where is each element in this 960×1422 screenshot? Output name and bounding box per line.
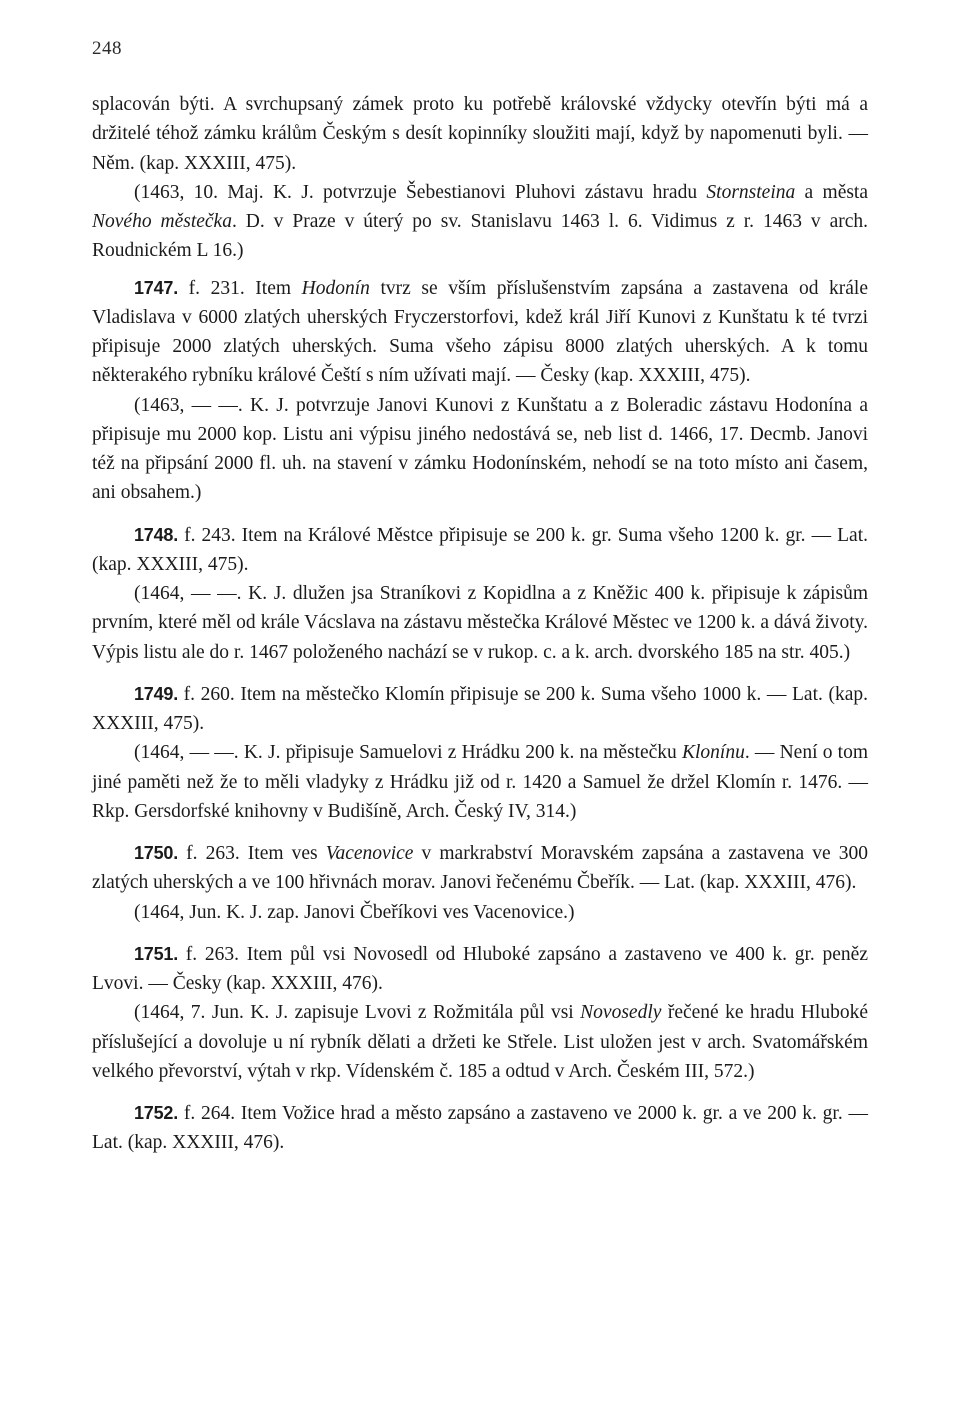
entry-1749-text: f. 260. Item na městečko Klomín připisuje se 200 k. Suma všeho 1000 k. — Lat. (kap. XXXIII, 475).	[92, 683, 868, 734]
note-text-c: . D. v Praze v úterý po sv. Stanislavu 1463 l. 6. Vidimus z r. 1463 v arch. Roudnickém L 16.)	[92, 211, 868, 262]
entry-1748	[92, 521, 868, 580]
entry-1751-paren-a: (1464, 7. Jun. K. J. zapisuje Lvovi z Rožmitála půl vsi	[134, 1002, 581, 1024]
entry-number-1750: 1750.	[134, 843, 179, 863]
opening-fragment: splacován býti.	[92, 94, 215, 115]
entry-number-1747: 1747.	[134, 277, 179, 298]
paragraph-opening	[92, 90, 868, 178]
entry-1750	[92, 839, 868, 898]
entry-1747	[92, 274, 868, 391]
entry-1752-text: f. 264. Item Vožice hrad a město zapsáno a zastaveno ve 2000 k. gr. a ve 200 k. gr. — Lat. (kap. XXXIII, 476).	[92, 1103, 868, 1154]
entry-1749	[92, 680, 868, 739]
entry-number-1748: 1748.	[134, 524, 179, 545]
spacer	[92, 826, 868, 835]
note-italic-stornsteina: Stornsteina	[706, 181, 796, 203]
spacer	[92, 1086, 868, 1095]
entry-number-1752: 1752.	[134, 1103, 179, 1123]
entry-1751-text: f. 263. Item půl vsi Novosedl od Hluboké zapsáno a zastaveno ve 400 k. gr. peněz Lvovi. — Česky (kap. XXXIII, 476).	[92, 943, 868, 994]
entry-1748-paren: (1464, — —. K. J. dlužen jsa Straníkovi z Kopidlna a z Kněžic 400 k. připisuje k zápisům prvním, které měl od krále Vácslava na zástavu městečka Králové Městec ve 1200 k. a dává životy. Výpis listu ale do r. 1467 položeného nachází se v rukop. c. a k. arch. dvorského 185 na str. 405.)	[92, 583, 868, 663]
entry-number-1749: 1749.	[134, 683, 179, 704]
page-body	[92, 90, 868, 1158]
entry-1750-text-a: f. 263. Item ves	[178, 843, 326, 864]
entry-1747-paren: (1463, — —. K. J. potvrzuje Janovi Kunovi z Kunštatu a z Boleradic zástavu Hodonína a připisuje mu 2000 kop. Listu ani výpisu jiného nedostává se, neb list d. 1466, 17. Decmb. Janovi též na připsání 2000 fl. uh. na stavení v zámku Hodonínském, nehodí se na toto místo ani časem, ani obsahem.)	[92, 394, 868, 504]
entry-1747-italic-hodonin: Hodonín	[301, 277, 370, 299]
entry-1750-italic-vacenovice: Vacenovice	[325, 843, 414, 864]
entry-1749-paren-b: . — Není o tom jiné paměti než že to měli vladyky z Hrádku již od r. 1420 a Samuel že držel Klomín r. 1476. — Rkp. Gersdorfské knihovny v Budišíně, Arch. Český IV, 314.)	[92, 742, 868, 822]
paragraph-note-1463	[92, 178, 868, 266]
entry-number-1751: 1751.	[134, 943, 179, 964]
entry-1747-text-a: f. 231. Item	[178, 277, 302, 299]
page-number: 248	[92, 38, 122, 59]
entry-1751-paren-b: řečené ke hradu Hluboké příslušející a dovoluje u ní rybník dělati a držeti ke Střele. List uložen jest v arch. Svatomářském velkého převorství, výtah v rkp. Vídenském č. 185 a odtud v Arch. Českém III, 572.)	[92, 1002, 868, 1082]
entry-1751-paren	[92, 998, 868, 1086]
spacer	[92, 266, 868, 270]
spacer	[92, 667, 868, 676]
entry-1751-italic-novosedly: Novosedly	[580, 1002, 662, 1024]
entry-1752	[92, 1099, 868, 1158]
entry-1750-text-b: v markrabství Moravském zapsána a zastavena ve 300 zlatých uherských a ve 100 hřivnách morav. Janovi řečenému Čbeřík. — Lat. (kap. XXXIII, 476).	[92, 843, 868, 894]
entry-1750-paren: (1464, Jun. K. J. zap. Janovi Čbeříkovi ves Vacenovice.)	[134, 901, 575, 923]
opening-text: A svrchupsaný zámek proto ku potřebě královské vždycky otevřín býti má a držitelé téhož zámku králům Českým s desít kopinníky sloužiti mají, když by napomenuti byli. — Něm. (kap. XXXIII, 475).	[92, 94, 868, 174]
entry-1747-text-b: tvrz se vším příslušenstvím zapsána a zastavena od krále Vladislava v 6000 zlatých uherských Fryczerstorfovi, kdež král Jiří Kunovi z Kunštatu k té tvrzi připisuje 2000 zlatých uherských. Suma všeho zápisu 8000 zlatých uherských. A k tomu některakého rybníku králové Čeští s ním užívati mají. — Česky (kap. XXXIII, 475).	[92, 277, 868, 387]
spacer	[92, 508, 868, 517]
entry-1749-paren	[92, 738, 868, 826]
entry-1748-text: f. 243. Item na Králové Městce připisuje se 200 k. gr. Suma všeho 1200 k. gr. — Lat. (kap. XXXIII, 475).	[92, 524, 868, 575]
note-text-b: a města	[795, 181, 869, 203]
note-text-a: (1463, 10. Maj. K. J. potvrzuje Šebestianovi Pluhovi zástavu hradu	[134, 181, 707, 203]
note-italic-noveho-mestecka: Nového městečka	[92, 211, 232, 232]
entry-1749-paren-a: (1464, — —. K. J. připisuje Samuelovi z Hrádku 200 k. na městečku	[134, 742, 682, 764]
entry-1751	[92, 940, 868, 999]
entry-1749-italic-kloninu: Klonínu	[681, 742, 745, 764]
spacer	[92, 927, 868, 936]
